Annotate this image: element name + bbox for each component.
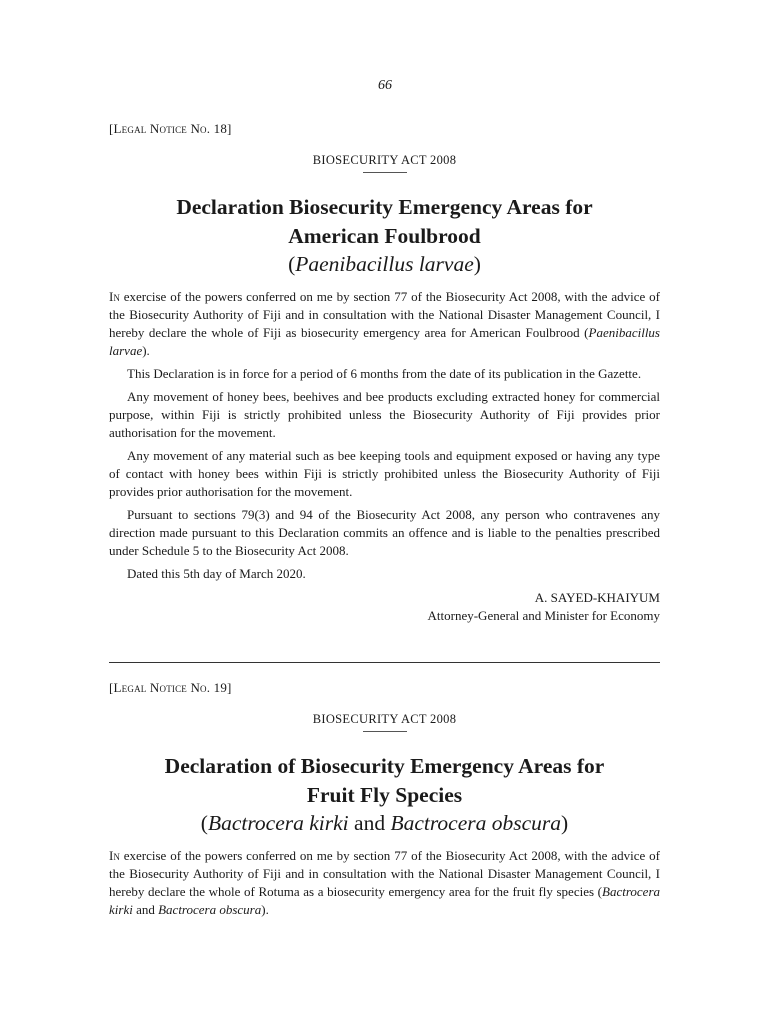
paragraph-end: ).	[142, 343, 150, 358]
paren-close: )	[473, 252, 481, 276]
notice-label	[109, 121, 660, 137]
paragraph-4: Any movement of any material such as bee keeping tools and equipment exposed or having any type of contact with honey bees within Fiji is strictly prohibited unless the Biosecurity Authority of Fiji provides prior authorisation for the movement.	[109, 448, 660, 499]
lead-word: In	[109, 848, 120, 863]
paragraph-text: exercise of the powers conferred on me by section 77 of the Biosecurity Act 2008, with the advice of the Biosecurity Authority of Fiji and in consultation with the National Disaster Management Council, I hereby declare the whole of Fiji as biosecurity emergency area for American Foulbrood (	[109, 289, 660, 340]
paragraph-2: This Declaration is in force for a period of 6 months from the date of its publication in the Gazette.	[127, 366, 642, 381]
paragraph-1	[109, 288, 660, 360]
paren-open: (	[200, 811, 208, 835]
notice-title	[109, 193, 660, 251]
paragraph-5: Pursuant to sections 79(3) and 94 of the Biosecurity Act 2008, any person who contravenes any direction made pursuant to this Declaration commits an offence and is liable to the penalties prescribed under Schedule 5 to the Biosecurity Act 2008.	[109, 507, 660, 558]
lead-word: In	[109, 289, 120, 304]
signatory-title: Attorney-General and Minister for Economy	[427, 608, 660, 623]
act-heading: BIOSECURITY ACT 2008	[312, 712, 457, 726]
section-divider	[109, 662, 660, 663]
paren-close: )	[561, 811, 569, 835]
notice-subtitle	[109, 251, 660, 278]
signature-block	[109, 589, 660, 625]
label-number: 19]	[210, 680, 232, 695]
notice-title	[109, 752, 660, 810]
title-line-2: Fruit Fly Species	[306, 783, 463, 807]
paragraph-end: ).	[261, 902, 269, 917]
paragraph-text: exercise of the powers conferred on me by section 77 of the Biosecurity Act 2008, with the advice of the Biosecurity Authority of Fiji and in consultation with the National Disaster Management Council, I hereby declare the whole of Rotuma as a biosecurity emergency area for the fruit fly species (	[109, 848, 660, 899]
label-text: Legal Notice No.	[113, 680, 211, 695]
paragraph-3: Any movement of honey bees, beehives and bee products excluding extracted honey for commercial purpose, within Fiji is strictly prohibited unless the Biosecurity Authority of Fiji provides prior authorisation for the movement.	[109, 389, 660, 440]
act-divider	[363, 172, 407, 173]
legal-notice-19	[109, 680, 660, 919]
species-name: Paenibacillus larvae	[295, 252, 474, 276]
notice-subtitle	[109, 810, 660, 837]
dated-line: Dated this 5th day of March 2020.	[127, 566, 306, 581]
species-name-2: Bactrocera obscura	[390, 811, 562, 835]
label-bracket: [	[109, 121, 114, 136]
title-line-2: American Foulbrood	[288, 224, 481, 248]
conjunction: and	[132, 902, 159, 917]
paren-open: (	[288, 252, 296, 276]
act-divider	[363, 731, 407, 732]
act-heading: BIOSECURITY ACT 2008	[312, 153, 457, 167]
signatory-name: A. SAYED-KHAIYUM	[534, 590, 660, 605]
label-number: 18]	[210, 121, 232, 136]
species-name-1: Bactrocera kirki	[109, 884, 660, 917]
conjunction: and	[348, 811, 391, 835]
title-line-1: Declaration Biosecurity Emergency Areas for	[176, 195, 593, 219]
species-name: Paenibacillus larvae	[109, 325, 660, 358]
notice-label	[109, 680, 660, 696]
legal-notice-18	[109, 121, 660, 625]
species-name-2: Bactrocera obscura	[158, 902, 262, 917]
title-line-1: Declaration of Biosecurity Emergency Areas for	[164, 754, 605, 778]
label-bracket: [	[109, 680, 114, 695]
page-number: 66	[378, 78, 392, 93]
label-text: Legal Notice No.	[113, 121, 211, 136]
species-name-1: Bactrocera kirki	[207, 811, 349, 835]
paragraph-1	[109, 847, 660, 919]
